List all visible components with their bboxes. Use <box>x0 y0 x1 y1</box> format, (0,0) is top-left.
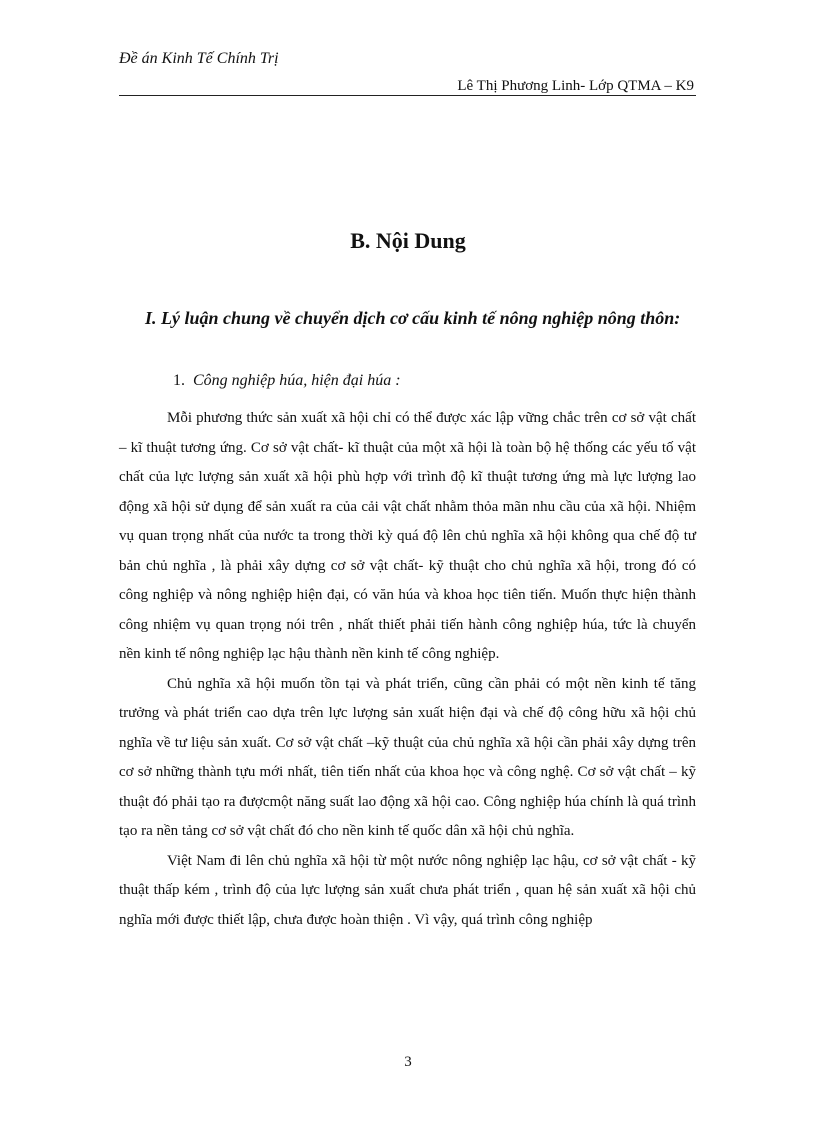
heading-level-1: I. Lý luận chung về chuyển dịch cơ cấu kinh tế nông nghiệp nông thôn: <box>145 308 681 328</box>
page-number: 3 <box>404 1054 412 1070</box>
header-document-title: Đề án Kinh Tế Chính Trị <box>119 50 279 67</box>
heading-number: 1. <box>173 372 185 389</box>
section-title: B. Nội Dung <box>350 228 466 253</box>
body-text <box>119 404 696 935</box>
paragraph: Chủ nghĩa xã hội muốn tồn tại và phát triển, cũng cần phải có một nền kinh tế tăng trưởng và phát triển cao dựa trên lực lượng sản xuất hiện đại và chế độ công hữu xã hội chủ nghĩa về tư liệu sản xuất. Cơ sở vật chất –kỹ thuật của chủ nghĩa xã hội cần phải xây dựng trên cơ sở những thành tựu mới nhất, tiên tiến nhất của khoa học và công nghệ. Cơ sở vật chất – kỹ thuật đó phải tạo ra đượcmột năng suất lao động xã hội cao. Công nghiệp húa chính là quá trình tạo ra nền tảng cơ sở vật chất đó cho nền kinh tế quốc dân xã hội chủ nghĩa. <box>119 675 696 839</box>
heading-level-2 <box>173 372 401 390</box>
paragraph: Mỗi phương thức sản xuất xã hội chỉ có thể được xác lập vững chắc trên cơ sở vật chất – kĩ thuật tương ứng. Cơ sở vật chất- kĩ thuật của một xã hội là toàn bộ hệ thống các yếu tố vật chất của lực lượng sản xuất xã hội phù hợp với trình độ kĩ thuật tương ứng mà lực lượng lao động xã hội sử dụng để sản xuất ra của cải vật chất nhằm thỏa mãn nhu cầu của xã hội. Nhiệm vụ quan trọng nhất của nước ta trong thời kỳ quá độ lên chủ nghĩa xã hội không qua chế độ tư bản chủ nghĩa , là phải xây dựng cơ sở vật chất- kỹ thuật cho chủ nghĩa xã hội, trong đó có công nghiệp và nông nghiệp hiện đại, có văn húa và khoa học tiên tiến. Muốn thực hiện thành công nhiệm vụ quan trọng nói trên , nhất thiết phải tiến hành công nghiệp húa, tức là chuyển nền kinh tế nông nghiệp lạc hậu thành nền kinh tế công nghiệp. <box>119 410 696 662</box>
heading-text: Công nghiệp húa, hiện đại húa : <box>193 372 401 389</box>
header-author-class: Lê Thị Phương Linh- Lớp QTMA – K9 <box>457 78 694 94</box>
paragraph: Việt Nam đi lên chủ nghĩa xã hội từ một nước nông nghiệp lạc hậu, cơ sở vật chất - kỹ thuật thấp kém , trình độ của lực lượng sản xuất chưa phát triển , quan hệ sản xuất xã hội chủ nghĩa mới được thiết lập, chưa được hoàn thiện . Vì vậy, quá trình công nghiệp <box>119 852 696 928</box>
header-divider <box>119 95 696 96</box>
